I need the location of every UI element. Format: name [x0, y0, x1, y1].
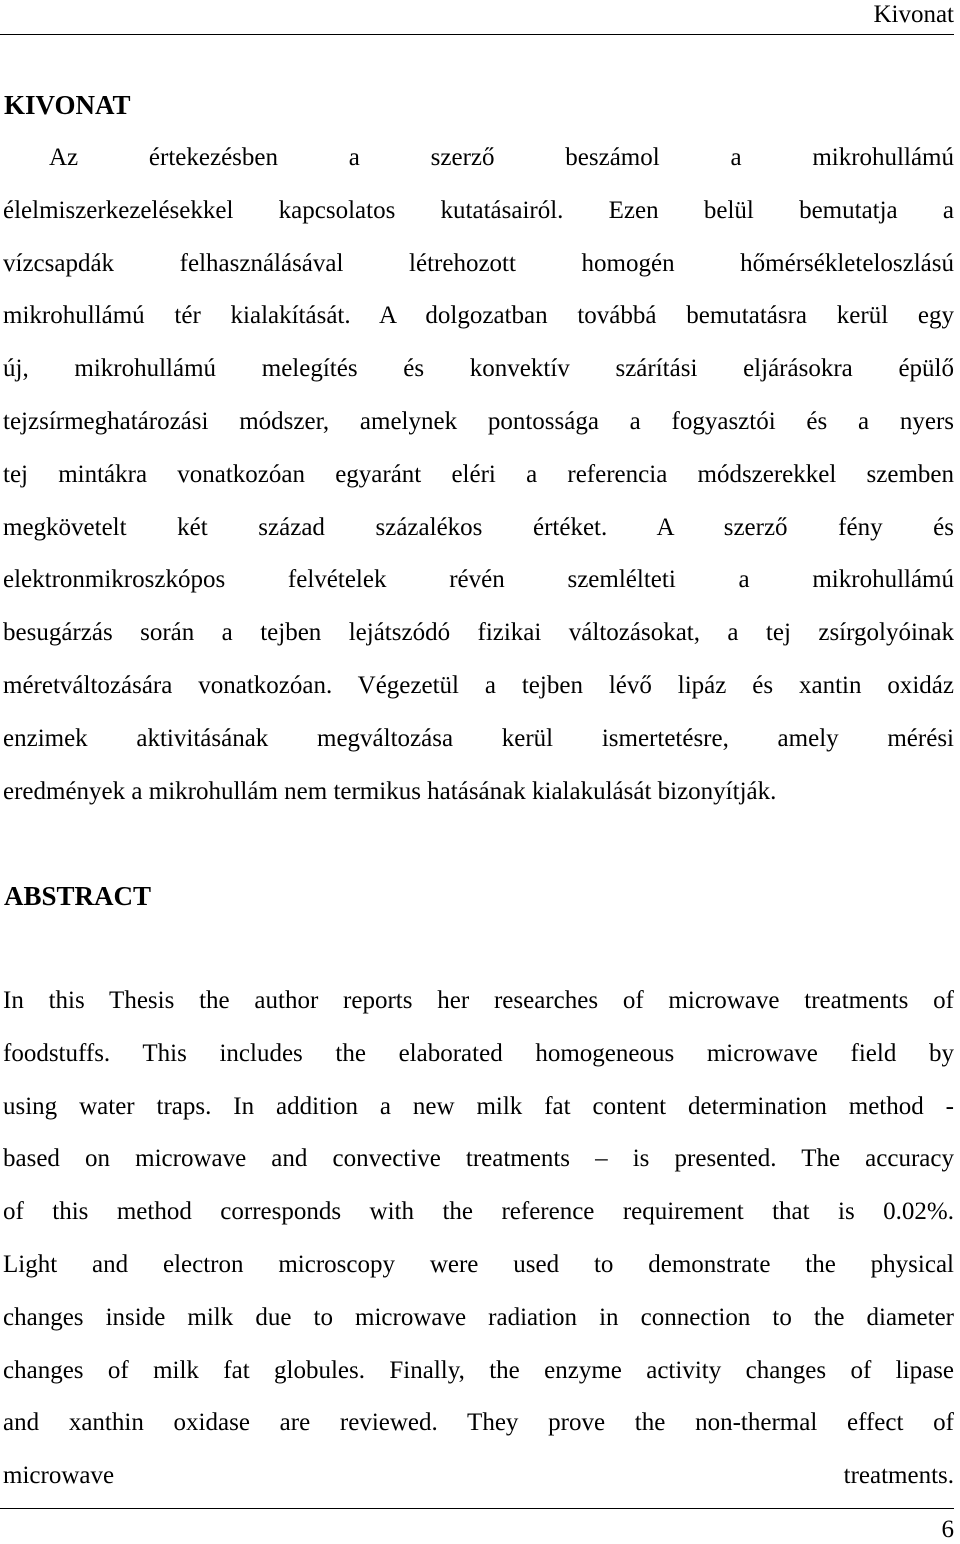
- abstract-heading: ABSTRACT: [4, 881, 152, 911]
- abstract-line: changes of milk fat globules. Finally, the enzyme activity changes of lipase: [3, 1356, 954, 1384]
- kivonat-line: megkövetelt két század százalékos értéket. A szerző fény és: [3, 513, 954, 541]
- abstract-line: In this Thesis the author reports her researches of microwave treatments of: [3, 987, 954, 1014]
- kivonat-line: vízcsapdák felhasználásával létrehozott homogén hőmérsékleteloszlású: [3, 249, 954, 277]
- kivonat-line: Az értekezésben a szerző beszámol a mikrohullámú: [49, 144, 954, 171]
- kivonat-line: besugárzás során a tejben lejátszódó fizikai változásokat, a tej zsírgolyóinak: [3, 619, 954, 647]
- page-number: 6: [941, 1516, 954, 1543]
- kivonat-line: tej mintákra vonatkozóan egyaránt eléri a referencia módszerekkel szemben: [3, 460, 954, 488]
- kivonat-line: elektronmikroszkópos felvételek révén szemlélteti a mikrohullámú: [3, 566, 954, 594]
- abstract-line: changes inside milk due to microwave radiation in connection to the diameter: [3, 1303, 954, 1331]
- kivonat-heading: KIVONAT: [4, 90, 131, 120]
- header-rule: [0, 34, 954, 35]
- kivonat-line: mikrohullámú tér kialakítását. A dolgozatban továbbá bemutatásra kerül egy: [3, 302, 954, 330]
- running-header-title: Kivonat: [873, 1, 954, 28]
- kivonat-line: méretváltozására vonatkozóan. Végezetül a tejben lévő lipáz és xantin oxidáz: [3, 671, 954, 699]
- kivonat-line: eredmények a mikrohullám nem termikus hatásának kialakulását bizonyítják.: [3, 777, 777, 805]
- abstract-line: Light and electron microscopy were used to demonstrate the physical: [3, 1250, 954, 1278]
- kivonat-paragraph: [3, 132, 954, 818]
- abstract-line: foodstuffs. This includes the elaborated homogeneous microwave field by: [3, 1039, 954, 1067]
- kivonat-line: új, mikrohullámú melegítés és konvektív szárítási eljárásokra épülő: [3, 355, 954, 383]
- abstract-line: microwave treatments.: [3, 1462, 954, 1490]
- footer-rule: [0, 1508, 954, 1509]
- abstract-line: of this method corresponds with the reference requirement that is 0.02%.: [3, 1198, 954, 1226]
- abstract-paragraph: [3, 975, 954, 1503]
- kivonat-line: élelmiszerkezelésekkel kapcsolatos kutatásairól. Ezen belül bemutatja a: [3, 196, 954, 224]
- abstract-line: based on microwave and convective treatments – is presented. The accuracy: [3, 1145, 954, 1173]
- kivonat-line: enzimek aktivitásának megváltozása kerül ismertetésre, amely mérési: [3, 724, 954, 752]
- kivonat-line: tejzsírmeghatározási módszer, amelynek pontossága a fogyasztói és a nyers: [3, 407, 954, 435]
- abstract-line: and xanthin oxidase are reviewed. They prove the non-thermal effect of: [3, 1409, 954, 1437]
- abstract-line: using water traps. In addition a new milk fat content determination method -: [3, 1092, 954, 1120]
